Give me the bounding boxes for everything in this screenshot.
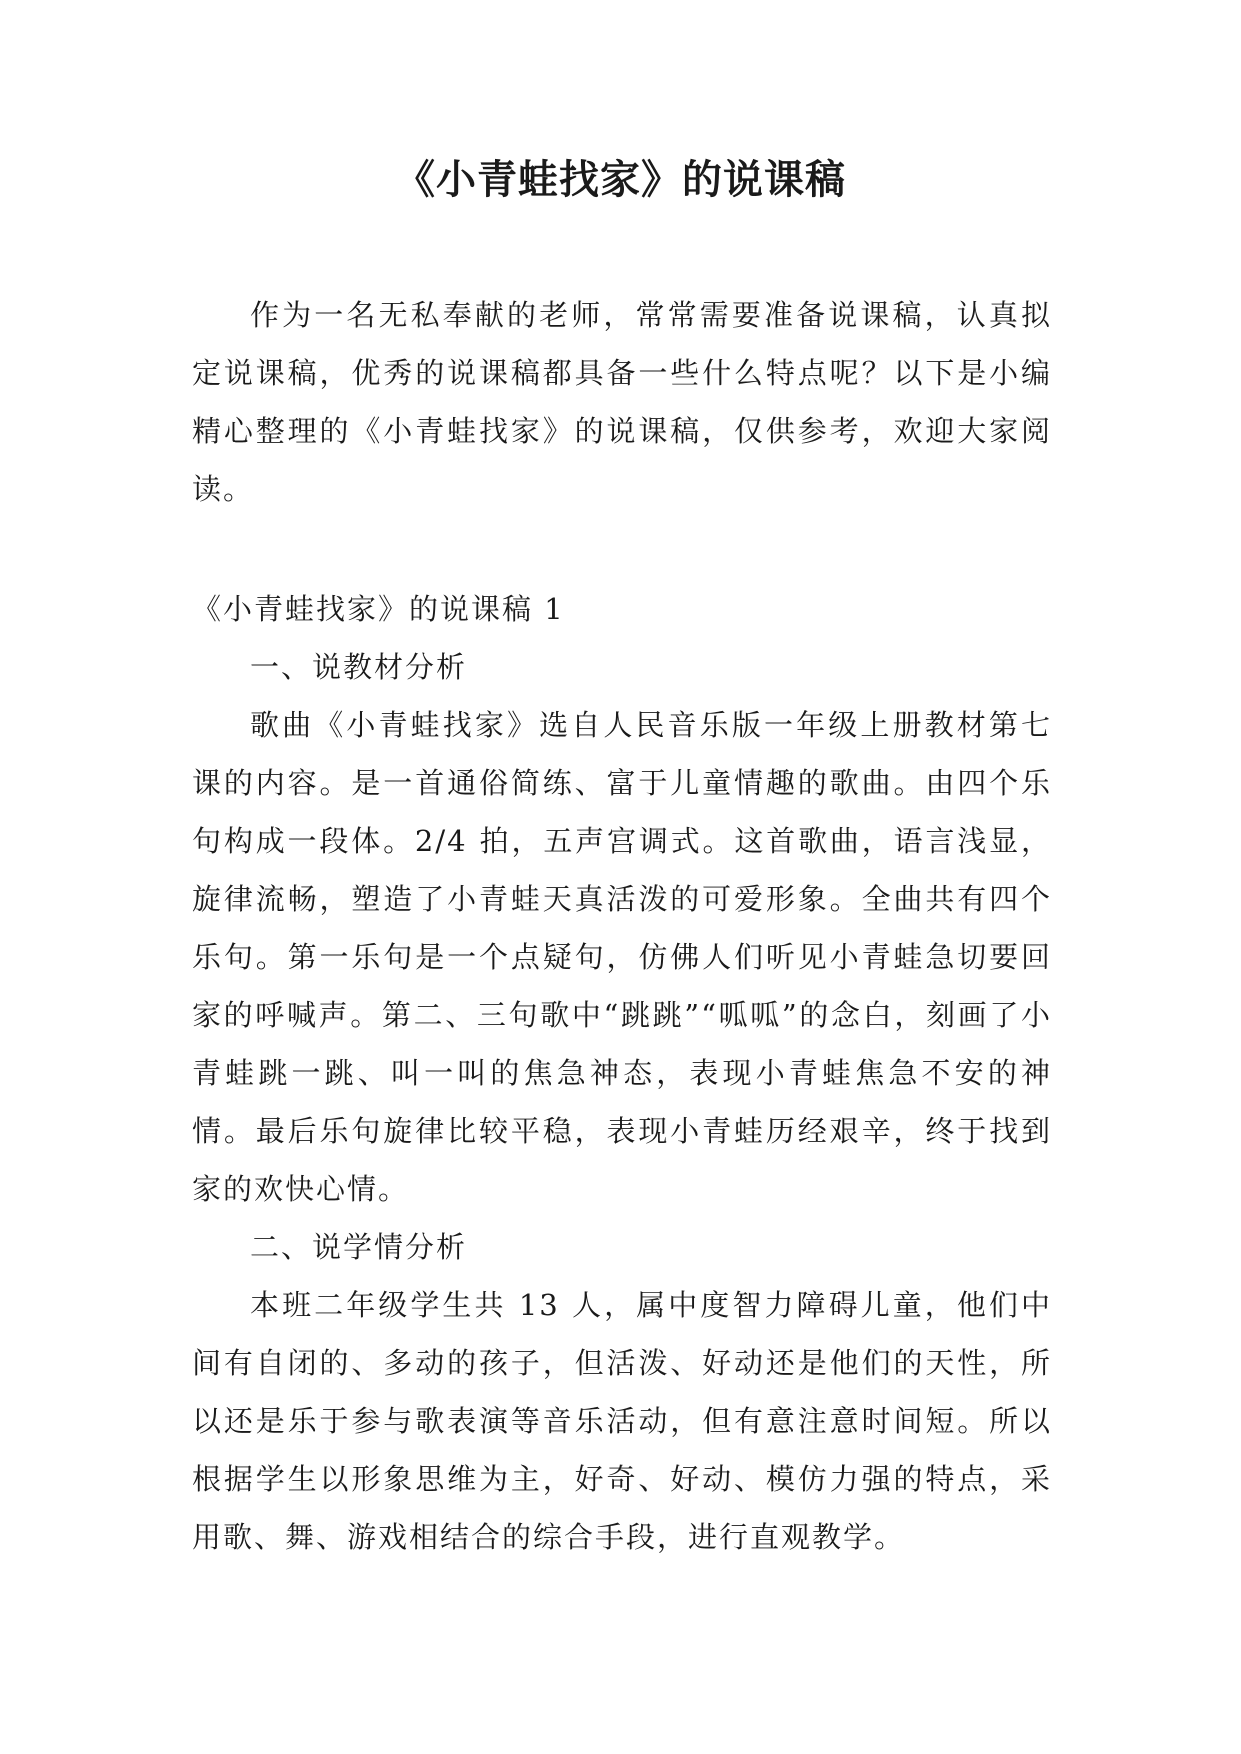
intro-paragraph: 作为一名无私奉献的老师，常常需要准备说课稿，认真拟定说课稿，优秀的说课稿都具备一些什么特点呢？以下是小编精心整理的《小青蛙找家》的说课稿，仅供参考，欢迎大家阅读。 bbox=[192, 298, 1052, 506]
document-title: 《小青蛙找家》的说课稿 bbox=[395, 157, 846, 203]
paragraph-textbook-analysis: 歌曲《小青蛙找家》选自人民音乐版一年级上册教材第七课的内容。是一首通俗简练、富于儿童情趣的歌曲。由四个乐句构成一段体。2/4 拍，五声宫调式。这首歌曲，语言浅显，旋律流畅，塑造了小青蛙天真活泼的可爱形象。全曲共有四个乐句。第一乐句是一个点疑句，仿佛人们听见小青蛙急切要回家的呼喊声。第二、三句歌中“跳跳”“呱呱”的念白，刻画了小青蛙跳一跳、叫一叫的焦急神态，表现小青蛙焦急不安的神情。最后乐句旋律比较平稳，表现小青蛙历经艰辛，终于找到家的欢快心情。 bbox=[192, 708, 1052, 1206]
section-1 bbox=[192, 580, 1052, 1566]
heading-student-analysis: 二、说学情分析 bbox=[250, 1230, 468, 1264]
heading-textbook-analysis: 一、说教材分析 bbox=[250, 650, 468, 684]
section-title: 《小青蛙找家》的说课稿 1 bbox=[192, 592, 565, 626]
intro-block bbox=[192, 286, 1052, 518]
paragraph-student-analysis: 本班二年级学生共 13 人，属中度智力障碍儿童，他们中间有自闭的、多动的孩子，但活泼、好动还是他们的天性，所以还是乐于参与歌表演等音乐活动，但有意注意时间短。所以根据学生以形象思维为主，好奇、好动、模仿力强的特点，采用歌、舞、游戏相结合的综合手段，进行直观教学。 bbox=[192, 1288, 1052, 1554]
